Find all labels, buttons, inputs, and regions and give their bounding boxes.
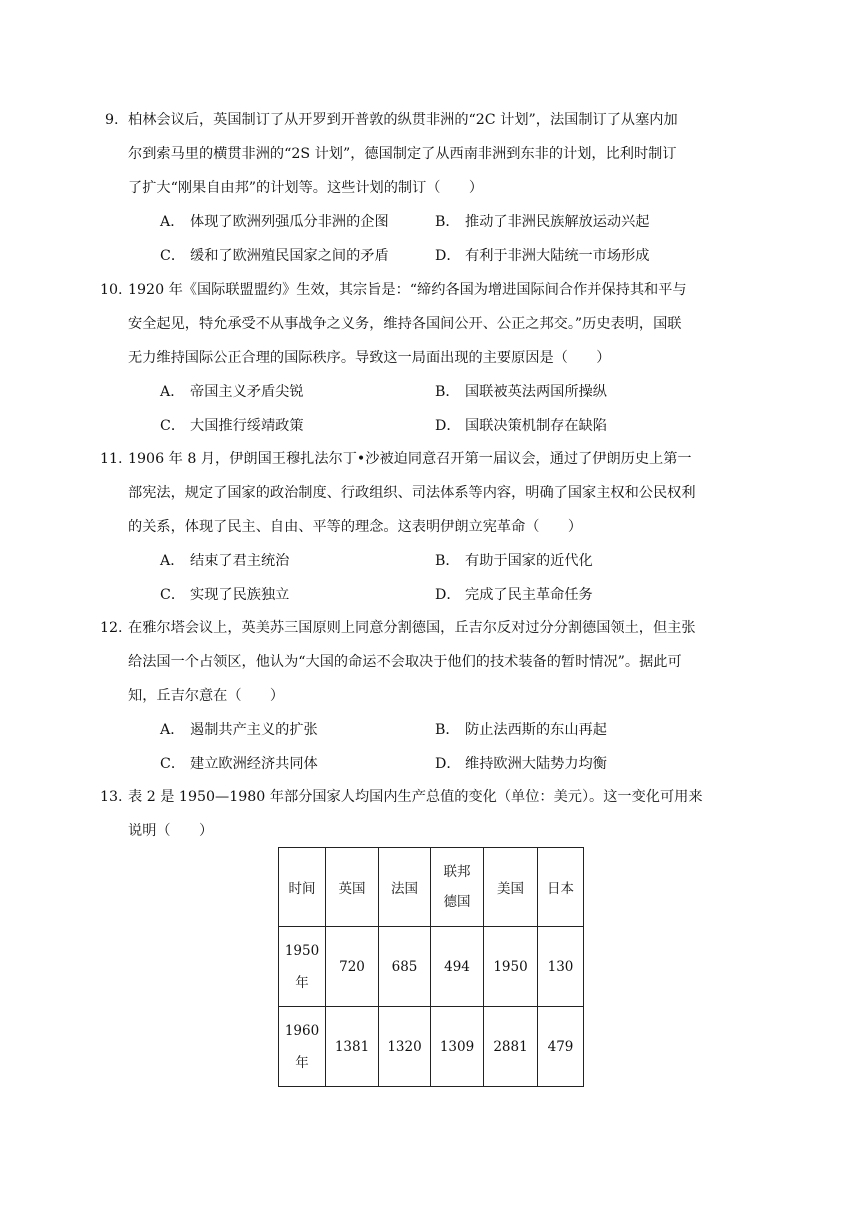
option-key: C．	[160, 248, 186, 264]
option-key: A．	[160, 384, 185, 400]
option-text: 实现了民族独立	[190, 587, 290, 603]
question-number: 9.	[105, 112, 119, 128]
question-number: 10.	[100, 282, 123, 298]
question-13	[100, 780, 748, 848]
value-cell: 720	[326, 927, 379, 1007]
question-12	[100, 611, 748, 781]
option-key: B．	[435, 722, 460, 738]
header-text: 法国	[391, 881, 418, 897]
option-key: B．	[435, 214, 460, 230]
question-text-line: 1920 年《国际联盟盟约》生效，其宗旨是：“缔约各国为增进国际间合作并保持其和平与	[128, 282, 687, 298]
option-row	[128, 713, 748, 747]
option-c[interactable]	[160, 409, 304, 443]
option-row	[128, 205, 748, 239]
question-11	[100, 442, 748, 612]
header-text: 时间	[288, 881, 316, 897]
question-text-line: 无力维持国际公正合理的国际秩序。导致这一局面出现的主要原因是（ ）	[128, 350, 611, 366]
option-c[interactable]	[160, 578, 289, 612]
table-header-row	[279, 848, 584, 927]
value-cell: 1950	[484, 927, 538, 1007]
value-cell: 2881	[484, 1007, 538, 1087]
option-a[interactable]	[160, 544, 289, 578]
option-key: D．	[435, 587, 461, 603]
option-text: 体现了欧洲列强瓜分非洲的企图	[190, 214, 389, 230]
option-text: 缓和了欧洲殖民国家之间的矛盾	[190, 248, 389, 264]
question-text-line: 安全起见，特允承受不从事战争之义务，维持各国间公开、公正之邦交。”历史表明，国联	[128, 316, 682, 332]
question-text-line: 柏林会议后，英国制订了从开罗到开普敦的纵贯非洲的“2C 计划”，法国制订了从塞内加	[128, 112, 678, 128]
option-key: C．	[160, 418, 186, 434]
table-row	[279, 1007, 584, 1087]
option-text: 遏制共产主义的扩张	[190, 722, 318, 738]
option-text: 有利于非洲大陆统一市场形成	[465, 248, 650, 264]
option-row	[128, 747, 748, 781]
option-a[interactable]	[160, 375, 304, 409]
question-text-line: 部宪法，规定了国家的政治制度、行政组织、司法体系等内容，明确了国家主权和公民权利	[128, 485, 696, 501]
question-text-line: 的关系，体现了民主、自由、平等的理念。这表明伊朗立宪革命（ ）	[128, 519, 583, 535]
header-text: 英国	[338, 881, 366, 897]
option-d[interactable]	[435, 239, 649, 273]
option-key: B．	[435, 553, 460, 569]
option-key: D．	[435, 248, 461, 264]
option-key: D．	[435, 756, 461, 772]
value-cell: 130	[538, 927, 584, 1007]
option-text: 大国推行绥靖政策	[190, 418, 304, 434]
option-d[interactable]	[435, 747, 607, 781]
table-header-cell	[431, 848, 484, 927]
question-text-line: 知，丘吉尔意在（ ）	[128, 688, 285, 704]
question-text-line: 说明（ ）	[128, 823, 214, 839]
year-text: 1950	[284, 942, 320, 959]
value-cell: 685	[379, 927, 431, 1007]
option-c[interactable]	[160, 239, 389, 273]
option-key: B．	[435, 384, 460, 400]
year-cell	[279, 1007, 326, 1087]
option-d[interactable]	[435, 578, 593, 612]
option-b[interactable]	[435, 544, 593, 578]
year-text: 1960	[284, 1022, 320, 1039]
option-text: 帝国主义矛盾尖锐	[190, 384, 304, 400]
option-text: 国联被英法两国所操纵	[465, 384, 607, 400]
option-text: 建立欧洲经济共同体	[190, 756, 318, 772]
option-d[interactable]	[435, 409, 607, 443]
table-header-cell	[279, 848, 326, 927]
option-b[interactable]	[435, 375, 607, 409]
gdp-table	[278, 847, 584, 1087]
table-row	[279, 927, 584, 1007]
year-text: 年	[295, 1054, 309, 1071]
table-header-cell	[538, 848, 584, 927]
option-b[interactable]	[435, 713, 607, 747]
header-text: 美国	[497, 881, 524, 897]
option-text: 完成了民主革命任务	[465, 587, 593, 603]
question-9	[105, 103, 748, 273]
option-a[interactable]	[160, 205, 389, 239]
option-a[interactable]	[160, 713, 318, 747]
option-text: 防止法西斯的东山再起	[465, 722, 607, 738]
option-b[interactable]	[435, 205, 649, 239]
question-number: 11.	[100, 451, 123, 467]
question-text-line: 在雅尔塔会议上，英美苏三国原则上同意分割德国，丘吉尔反对过分分割德国领土，但主张	[128, 620, 696, 636]
question-number: 13.	[100, 789, 123, 805]
header-text: 德国	[443, 894, 471, 910]
option-key: C．	[160, 756, 186, 772]
question-text-line: 表 2 是 1950—1980 年部分国家人均国内生产总值的变化（单位：美元）。这一变化可用来	[128, 789, 703, 805]
value-cell: 1320	[379, 1007, 431, 1087]
question-text-line: 1906 年 8 月，伊朗国王穆扎法尔丁•沙被迫同意召开第一届议会，通过了伊朗历史上第一	[128, 451, 692, 467]
question-10	[100, 273, 748, 443]
table-header-cell	[326, 848, 379, 927]
option-key: A．	[160, 722, 185, 738]
header-text: 联邦	[443, 864, 471, 880]
question-text-line: 给法国一个占领区，他认为“大国的命运不会取决于他们的技术装备的暂时情况”。据此可	[128, 654, 682, 670]
option-key: A．	[160, 553, 185, 569]
option-key: A．	[160, 214, 185, 230]
option-text: 国联决策机制存在缺陷	[465, 418, 607, 434]
option-text: 结束了君主统治	[190, 553, 290, 569]
option-text: 有助于国家的近代化	[465, 553, 593, 569]
year-cell	[279, 927, 326, 1007]
year-text: 年	[295, 974, 309, 991]
option-key: C．	[160, 587, 186, 603]
value-cell: 494	[431, 927, 484, 1007]
question-number: 12.	[100, 620, 123, 636]
option-row	[128, 578, 748, 612]
option-row	[128, 409, 748, 443]
table-header-cell	[484, 848, 538, 927]
option-text: 推动了非洲民族解放运动兴起	[465, 214, 650, 230]
question-text-line: 了扩大“刚果自由邦”的计划等。这些计划的制订（ ）	[128, 180, 484, 196]
question-text-line: 尔到索马里的横贯非洲的“2S 计划”，德国制定了从西南非洲到东非的计划，比利时制订	[128, 146, 677, 162]
option-text: 维持欧洲大陆势力均衡	[465, 756, 607, 772]
option-key: D．	[435, 418, 461, 434]
value-cell: 479	[538, 1007, 584, 1087]
header-text: 日本	[547, 881, 574, 897]
option-row	[128, 239, 748, 273]
table-header-cell	[379, 848, 431, 927]
option-c[interactable]	[160, 747, 318, 781]
option-row	[128, 375, 748, 409]
option-row	[128, 544, 748, 578]
value-cell: 1381	[326, 1007, 379, 1087]
value-cell: 1309	[431, 1007, 484, 1087]
